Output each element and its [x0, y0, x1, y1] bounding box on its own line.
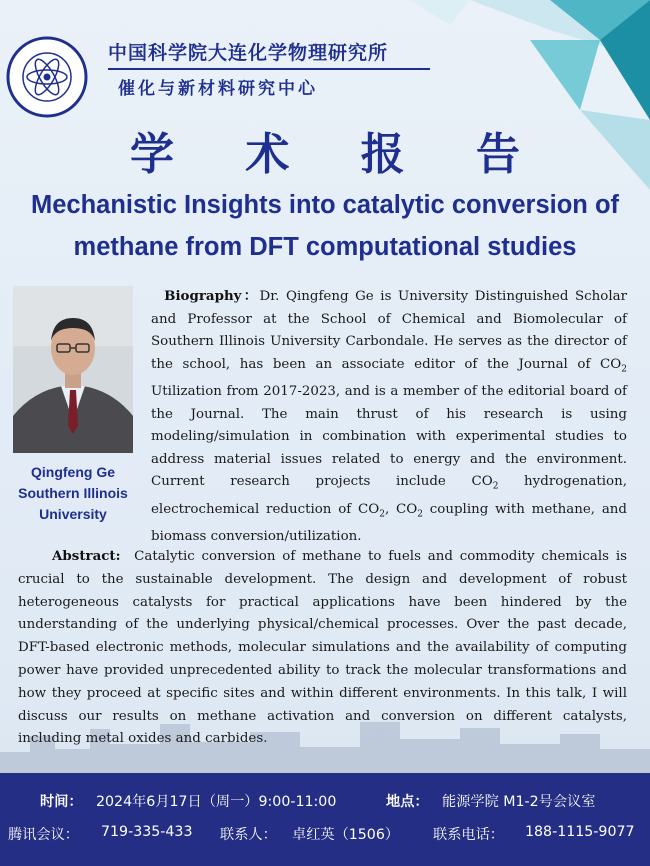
institute-logo-icon [6, 36, 88, 118]
time-label: 时间： [40, 794, 83, 810]
biography-text-3: hydrogenation, electrochemical reduction of CO [151, 474, 627, 517]
abstract-paragraph [18, 545, 627, 751]
biography-label: Biography： [164, 288, 260, 304]
place-value: 能源学院 M1-2号会议室 [442, 794, 596, 810]
subscript-2: 2 [621, 364, 627, 375]
biography-text-2: Utilization from 2017-2023, and is a member of the editorial board of the Journal. The main thrust of his research is using modeling/simulation in combination with experimental studies to address material issues related to energy and the environment. Current research projects include CO [151, 384, 627, 490]
report-heading: 学 术 报 告 [130, 129, 548, 180]
speaker-affiliation-line-2: University [39, 506, 107, 522]
talk-title [0, 184, 650, 268]
speaker-name: Qingfeng Ge [31, 464, 115, 480]
header-divider [108, 68, 430, 70]
research-center-name: 催化与新材料研究中心 [118, 79, 318, 99]
biography-text-5: coupling with methane, and biomass conversion/utilization. [151, 501, 628, 544]
contact-person: 卓红英（1506） [292, 827, 400, 843]
biography-paragraph [151, 285, 627, 549]
institute-name: 中国科学院大连化学物理研究所 [108, 42, 389, 64]
contact-label: 联系人： [220, 827, 277, 843]
biography-text-4: , CO [384, 501, 418, 517]
event-info-footer [0, 773, 650, 866]
place-label: 地点： [386, 794, 429, 810]
biography-text-1: Dr. Qingfeng Ge is University Distinguished Scholar and Professor at the School of Chemical and Biomolecular of Southern Illinois University Carbondale. He serves as the director of the school, has been an associate editor of the Journal of CO [151, 289, 628, 372]
abstract-text: Catalytic conversion of methane to fuels and commodity chemicals is crucial to the sustainable development. The design and development of robust heterogeneous catalysts for practical applications have been hindered by the understanding of the underlying physical/chemical processes. Over the past decade, DFT-based electronic methods, molecular simulations and the availability of computing power have provided unprecedented ability to track the molecular transformations and how they proceed at specific sites and within different environments. In this talk, I will discuss our results on methane activation and conversion on different catalysts, including metal oxides and carbides. [18, 549, 627, 747]
abstract-label: Abstract: [52, 548, 121, 564]
phone-number: 188-1115-9077 [525, 824, 635, 840]
meeting-id: 719-335-433 [101, 824, 193, 840]
phone-label: 联系电话： [433, 827, 504, 843]
subscript-2: 2 [492, 482, 499, 493]
speaker-affiliation-line-1: Southern Illinois [18, 485, 128, 501]
subscript-2: 2 [417, 509, 423, 520]
talk-title-line-2: methane from DFT computational studies [73, 233, 577, 261]
talk-title-line-1: Mechanistic Insights into catalytic conversion of [30, 191, 620, 219]
meeting-label: 腾讯会议： [8, 827, 79, 843]
speaker-photo [13, 286, 133, 453]
subscript-2: 2 [379, 509, 385, 520]
speaker-info [0, 462, 146, 525]
time-value: 2024年6月17日（周一）9:00-11:00 [96, 794, 337, 810]
